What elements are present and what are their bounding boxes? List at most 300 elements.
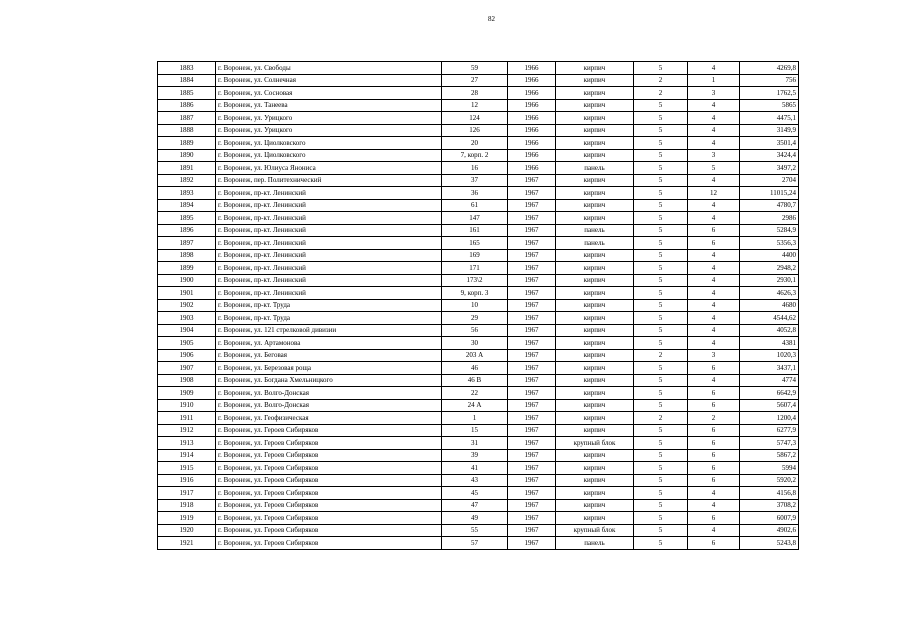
house-number-cell: 20	[442, 137, 508, 150]
wall-material-cell: кирпич	[556, 149, 634, 162]
area-cell: 4269,8	[740, 62, 799, 75]
area-cell: 3501,4	[740, 137, 799, 150]
table-row	[158, 337, 799, 350]
floors-cell: 5	[634, 462, 688, 475]
year-built-cell: 1967	[508, 212, 556, 225]
address-cell: г. Воронеж, ул. Героев Сибиряков	[216, 462, 442, 475]
table-row	[158, 199, 799, 212]
floors-cell: 2	[634, 87, 688, 100]
record-number-cell: 1917	[158, 487, 216, 500]
area-cell: 5356,3	[740, 237, 799, 250]
year-built-cell: 1967	[508, 462, 556, 475]
floors-cell: 5	[634, 287, 688, 300]
address-cell: г. Воронеж, ул. Героев Сибиряков	[216, 437, 442, 450]
area-cell: 4902,6	[740, 524, 799, 537]
floors-cell: 5	[634, 99, 688, 112]
house-number-cell: 22	[442, 387, 508, 400]
house-number-cell: 41	[442, 462, 508, 475]
wall-material-cell: панель	[556, 537, 634, 550]
record-number-cell: 1910	[158, 399, 216, 412]
year-built-cell: 1967	[508, 324, 556, 337]
wall-material-cell: кирпич	[556, 299, 634, 312]
wall-material-cell: кирпич	[556, 387, 634, 400]
record-number-cell: 1911	[158, 412, 216, 425]
house-number-cell: 173\2	[442, 274, 508, 287]
house-number-cell: 169	[442, 249, 508, 262]
floors-cell: 5	[634, 199, 688, 212]
house-number-cell: 27	[442, 74, 508, 87]
address-cell: г. Воронеж, пер. Политехнический	[216, 174, 442, 187]
floors-cell: 2	[634, 74, 688, 87]
address-cell: г. Воронеж, ул. Героев Сибиряков	[216, 524, 442, 537]
area-cell: 5867,2	[740, 449, 799, 462]
area-cell: 2948,2	[740, 262, 799, 275]
entrances-cell: 6	[688, 237, 740, 250]
wall-material-cell: кирпич	[556, 412, 634, 425]
year-built-cell: 1967	[508, 399, 556, 412]
wall-material-cell: кирпич	[556, 212, 634, 225]
floors-cell: 2	[634, 349, 688, 362]
record-number-cell: 1902	[158, 299, 216, 312]
house-number-cell: 49	[442, 512, 508, 525]
table-row	[158, 312, 799, 325]
wall-material-cell: кирпич	[556, 324, 634, 337]
address-cell: г. Воронеж, ул. Циолковского	[216, 149, 442, 162]
area-cell: 4680	[740, 299, 799, 312]
year-built-cell: 1967	[508, 349, 556, 362]
wall-material-cell: кирпич	[556, 362, 634, 375]
year-built-cell: 1966	[508, 99, 556, 112]
floors-cell: 5	[634, 374, 688, 387]
floors-cell: 5	[634, 437, 688, 450]
record-number-cell: 1921	[158, 537, 216, 550]
address-cell: г. Воронеж, ул. Свободы	[216, 62, 442, 75]
wall-material-cell: кирпич	[556, 187, 634, 200]
house-number-cell: 1	[442, 412, 508, 425]
entrances-cell: 6	[688, 512, 740, 525]
entrances-cell: 5	[688, 162, 740, 175]
entrances-cell: 3	[688, 149, 740, 162]
year-built-cell: 1967	[508, 437, 556, 450]
house-number-cell: 31	[442, 437, 508, 450]
wall-material-cell: кирпич	[556, 124, 634, 137]
year-built-cell: 1967	[508, 374, 556, 387]
table-row	[158, 74, 799, 87]
house-number-cell: 37	[442, 174, 508, 187]
address-cell: г. Воронеж, ул. Солнечная	[216, 74, 442, 87]
record-number-cell: 1908	[158, 374, 216, 387]
floors-cell: 5	[634, 237, 688, 250]
floors-cell: 5	[634, 537, 688, 550]
table-row	[158, 524, 799, 537]
address-cell: г. Воронеж, ул. Героев Сибиряков	[216, 424, 442, 437]
entrances-cell: 6	[688, 462, 740, 475]
floors-cell: 5	[634, 137, 688, 150]
table-row	[158, 387, 799, 400]
housing-register-table	[157, 61, 799, 550]
year-built-cell: 1967	[508, 487, 556, 500]
area-cell: 4780,7	[740, 199, 799, 212]
table-row	[158, 462, 799, 475]
house-number-cell: 124	[442, 112, 508, 125]
entrances-cell: 4	[688, 199, 740, 212]
address-cell: г. Воронеж, пр-кт. Ленинский	[216, 199, 442, 212]
entrances-cell: 4	[688, 487, 740, 500]
entrances-cell: 4	[688, 524, 740, 537]
record-number-cell: 1912	[158, 424, 216, 437]
record-number-cell: 1914	[158, 449, 216, 462]
year-built-cell: 1967	[508, 249, 556, 262]
address-cell: г. Воронеж, ул. Березовая роща	[216, 362, 442, 375]
record-number-cell: 1919	[158, 512, 216, 525]
area-cell: 3424,4	[740, 149, 799, 162]
year-built-cell: 1967	[508, 287, 556, 300]
area-cell: 4052,8	[740, 324, 799, 337]
table-row	[158, 237, 799, 250]
record-number-cell: 1892	[158, 174, 216, 187]
address-cell: г. Воронеж, пр-кт. Труда	[216, 312, 442, 325]
table-body	[158, 62, 799, 550]
table-row	[158, 249, 799, 262]
floors-cell: 5	[634, 387, 688, 400]
wall-material-cell: кирпич	[556, 287, 634, 300]
wall-material-cell: кирпич	[556, 262, 634, 275]
house-number-cell: 46	[442, 362, 508, 375]
table-row	[158, 87, 799, 100]
table-row	[158, 274, 799, 287]
record-number-cell: 1896	[158, 224, 216, 237]
record-number-cell: 1920	[158, 524, 216, 537]
record-number-cell: 1899	[158, 262, 216, 275]
address-cell: г. Воронеж, ул. Артамонова	[216, 337, 442, 350]
year-built-cell: 1966	[508, 74, 556, 87]
address-cell: г. Воронеж, пр-кт. Ленинский	[216, 262, 442, 275]
record-number-cell: 1915	[158, 462, 216, 475]
area-cell: 5920,2	[740, 474, 799, 487]
record-number-cell: 1884	[158, 74, 216, 87]
table-row	[158, 112, 799, 125]
record-number-cell: 1913	[158, 437, 216, 450]
year-built-cell: 1966	[508, 149, 556, 162]
record-number-cell: 1905	[158, 337, 216, 350]
address-cell: г. Воронеж, ул. Героев Сибиряков	[216, 487, 442, 500]
floors-cell: 5	[634, 274, 688, 287]
address-cell: г. Воронеж, ул. Героев Сибиряков	[216, 512, 442, 525]
wall-material-cell: кирпич	[556, 199, 634, 212]
record-number-cell: 1909	[158, 387, 216, 400]
wall-material-cell: кирпич	[556, 487, 634, 500]
entrances-cell: 6	[688, 387, 740, 400]
floors-cell: 5	[634, 112, 688, 125]
house-number-cell: 15	[442, 424, 508, 437]
area-cell: 4544,62	[740, 312, 799, 325]
wall-material-cell: кирпич	[556, 174, 634, 187]
year-built-cell: 1967	[508, 274, 556, 287]
house-number-cell: 61	[442, 199, 508, 212]
entrances-cell: 4	[688, 374, 740, 387]
address-cell: г. Воронеж, ул. 121 стрелковой дивизии	[216, 324, 442, 337]
entrances-cell: 4	[688, 262, 740, 275]
address-cell: г. Воронеж, ул. Урицкого	[216, 112, 442, 125]
record-number-cell: 1901	[158, 287, 216, 300]
year-built-cell: 1966	[508, 112, 556, 125]
table-row	[158, 499, 799, 512]
entrances-cell: 6	[688, 537, 740, 550]
record-number-cell: 1888	[158, 124, 216, 137]
house-number-cell: 57	[442, 537, 508, 550]
year-built-cell: 1967	[508, 537, 556, 550]
entrances-cell: 4	[688, 324, 740, 337]
house-number-cell: 46 В	[442, 374, 508, 387]
address-cell: г. Воронеж, пр-кт. Ленинский	[216, 249, 442, 262]
address-cell: г. Воронеж, ул. Циолковского	[216, 137, 442, 150]
address-cell: г. Воронеж, ул. Героев Сибиряков	[216, 474, 442, 487]
table-row	[158, 62, 799, 75]
wall-material-cell: крупный блок	[556, 524, 634, 537]
address-cell: г. Воронеж, пр-кт. Ленинский	[216, 224, 442, 237]
address-cell: г. Воронеж, пр-кт. Труда	[216, 299, 442, 312]
address-cell: г. Воронеж, ул. Героев Сибиряков	[216, 449, 442, 462]
entrances-cell: 4	[688, 499, 740, 512]
address-cell: г. Воронеж, ул. Урицкого	[216, 124, 442, 137]
floors-cell: 5	[634, 499, 688, 512]
page-number: 82	[488, 15, 495, 23]
house-number-cell: 55	[442, 524, 508, 537]
wall-material-cell: кирпич	[556, 374, 634, 387]
floors-cell: 5	[634, 474, 688, 487]
wall-material-cell: кирпич	[556, 512, 634, 525]
year-built-cell: 1967	[508, 187, 556, 200]
entrances-cell: 3	[688, 87, 740, 100]
entrances-cell: 4	[688, 337, 740, 350]
record-number-cell: 1893	[158, 187, 216, 200]
floors-cell: 5	[634, 424, 688, 437]
address-cell: г. Воронеж, ул. Богдана Хмельницкого	[216, 374, 442, 387]
record-number-cell: 1918	[158, 499, 216, 512]
address-cell: г. Воронеж, пр-кт. Ленинский	[216, 274, 442, 287]
entrances-cell: 6	[688, 224, 740, 237]
year-built-cell: 1967	[508, 499, 556, 512]
table-row	[158, 212, 799, 225]
floors-cell: 5	[634, 362, 688, 375]
area-cell: 5994	[740, 462, 799, 475]
table-row	[158, 537, 799, 550]
year-built-cell: 1967	[508, 512, 556, 525]
record-number-cell: 1906	[158, 349, 216, 362]
table-row	[158, 512, 799, 525]
area-cell: 3437,1	[740, 362, 799, 375]
year-built-cell: 1966	[508, 162, 556, 175]
table-row	[158, 412, 799, 425]
wall-material-cell: кирпич	[556, 137, 634, 150]
table-row	[158, 124, 799, 137]
area-cell: 5747,3	[740, 437, 799, 450]
entrances-cell: 6	[688, 424, 740, 437]
area-cell: 5243,8	[740, 537, 799, 550]
entrances-cell: 4	[688, 137, 740, 150]
table-row	[158, 262, 799, 275]
address-cell: г. Воронеж, ул. Беговая	[216, 349, 442, 362]
floors-cell: 5	[634, 62, 688, 75]
address-cell: г. Воронеж, пр-кт. Ленинский	[216, 212, 442, 225]
year-built-cell: 1966	[508, 137, 556, 150]
house-number-cell: 45	[442, 487, 508, 500]
record-number-cell: 1894	[158, 199, 216, 212]
wall-material-cell: кирпич	[556, 399, 634, 412]
entrances-cell: 6	[688, 437, 740, 450]
table-row	[158, 487, 799, 500]
entrances-cell: 4	[688, 287, 740, 300]
year-built-cell: 1967	[508, 224, 556, 237]
area-cell: 4156,8	[740, 487, 799, 500]
area-cell: 1020,3	[740, 349, 799, 362]
entrances-cell: 4	[688, 212, 740, 225]
area-cell: 11015,24	[740, 187, 799, 200]
wall-material-cell: кирпич	[556, 462, 634, 475]
entrances-cell: 4	[688, 312, 740, 325]
table-row	[158, 437, 799, 450]
area-cell: 4774	[740, 374, 799, 387]
floors-cell: 5	[634, 149, 688, 162]
year-built-cell: 1967	[508, 387, 556, 400]
house-number-cell: 39	[442, 449, 508, 462]
house-number-cell: 24 А	[442, 399, 508, 412]
entrances-cell: 4	[688, 62, 740, 75]
table-row	[158, 149, 799, 162]
entrances-cell: 4	[688, 174, 740, 187]
wall-material-cell: кирпич	[556, 112, 634, 125]
wall-material-cell: кирпич	[556, 274, 634, 287]
record-number-cell: 1897	[158, 237, 216, 250]
floors-cell: 5	[634, 224, 688, 237]
year-built-cell: 1967	[508, 262, 556, 275]
area-cell: 4400	[740, 249, 799, 262]
record-number-cell: 1887	[158, 112, 216, 125]
wall-material-cell: кирпич	[556, 499, 634, 512]
house-number-cell: 29	[442, 312, 508, 325]
year-built-cell: 1967	[508, 312, 556, 325]
floors-cell: 5	[634, 512, 688, 525]
year-built-cell: 1967	[508, 237, 556, 250]
house-number-cell: 12	[442, 99, 508, 112]
record-number-cell: 1900	[158, 274, 216, 287]
entrances-cell: 4	[688, 124, 740, 137]
record-number-cell: 1890	[158, 149, 216, 162]
house-number-cell: 171	[442, 262, 508, 275]
address-cell: г. Воронеж, ул. Юлиуса Янониса	[216, 162, 442, 175]
record-number-cell: 1898	[158, 249, 216, 262]
table-row	[158, 174, 799, 187]
area-cell: 6277,9	[740, 424, 799, 437]
floors-cell: 5	[634, 174, 688, 187]
area-cell: 4475,1	[740, 112, 799, 125]
wall-material-cell: панель	[556, 162, 634, 175]
entrances-cell: 6	[688, 362, 740, 375]
floors-cell: 2	[634, 412, 688, 425]
entrances-cell: 6	[688, 399, 740, 412]
record-number-cell: 1907	[158, 362, 216, 375]
record-number-cell: 1886	[158, 99, 216, 112]
house-number-cell: 10	[442, 299, 508, 312]
house-number-cell: 7, корп. 2	[442, 149, 508, 162]
year-built-cell: 1967	[508, 299, 556, 312]
entrances-cell: 6	[688, 449, 740, 462]
area-cell: 3497,2	[740, 162, 799, 175]
year-built-cell: 1967	[508, 449, 556, 462]
wall-material-cell: кирпич	[556, 74, 634, 87]
year-built-cell: 1967	[508, 199, 556, 212]
address-cell: г. Воронеж, ул. Героев Сибиряков	[216, 537, 442, 550]
area-cell: 6007,9	[740, 512, 799, 525]
house-number-cell: 43	[442, 474, 508, 487]
area-cell: 2930,1	[740, 274, 799, 287]
wall-material-cell: кирпич	[556, 87, 634, 100]
table-row	[158, 324, 799, 337]
entrances-cell: 1	[688, 74, 740, 87]
address-cell: г. Воронеж, ул. Героев Сибиряков	[216, 499, 442, 512]
record-number-cell: 1903	[158, 312, 216, 325]
address-cell: г. Воронеж, ул. Сосновая	[216, 87, 442, 100]
area-cell: 2704	[740, 174, 799, 187]
house-number-cell: 56	[442, 324, 508, 337]
floors-cell: 5	[634, 449, 688, 462]
table-row	[158, 399, 799, 412]
year-built-cell: 1967	[508, 412, 556, 425]
record-number-cell: 1885	[158, 87, 216, 100]
address-cell: г. Воронеж, ул. Волго-Донская	[216, 387, 442, 400]
table-row	[158, 187, 799, 200]
floors-cell: 5	[634, 337, 688, 350]
table-row	[158, 162, 799, 175]
record-number-cell: 1891	[158, 162, 216, 175]
house-number-cell: 9, корп. 3	[442, 287, 508, 300]
table-row	[158, 299, 799, 312]
wall-material-cell: панель	[556, 237, 634, 250]
area-cell: 1200,4	[740, 412, 799, 425]
area-cell: 3149,9	[740, 124, 799, 137]
house-number-cell: 36	[442, 187, 508, 200]
house-number-cell: 165	[442, 237, 508, 250]
floors-cell: 5	[634, 124, 688, 137]
floors-cell: 5	[634, 212, 688, 225]
area-cell: 6642,9	[740, 387, 799, 400]
floors-cell: 5	[634, 262, 688, 275]
record-number-cell: 1895	[158, 212, 216, 225]
house-number-cell: 28	[442, 87, 508, 100]
wall-material-cell: кирпич	[556, 349, 634, 362]
floors-cell: 5	[634, 162, 688, 175]
entrances-cell: 4	[688, 249, 740, 262]
area-cell: 5865	[740, 99, 799, 112]
house-number-cell: 203 А	[442, 349, 508, 362]
area-cell: 4381	[740, 337, 799, 350]
entrances-cell: 6	[688, 474, 740, 487]
floors-cell: 5	[634, 187, 688, 200]
year-built-cell: 1967	[508, 474, 556, 487]
entrances-cell: 4	[688, 299, 740, 312]
area-cell: 5284,9	[740, 224, 799, 237]
floors-cell: 5	[634, 324, 688, 337]
record-number-cell: 1904	[158, 324, 216, 337]
address-cell: г. Воронеж, пр-кт. Ленинский	[216, 287, 442, 300]
entrances-cell: 4	[688, 274, 740, 287]
table-row	[158, 424, 799, 437]
year-built-cell: 1967	[508, 337, 556, 350]
entrances-cell: 4	[688, 99, 740, 112]
wall-material-cell: кирпич	[556, 337, 634, 350]
address-cell: г. Воронеж, пр-кт. Ленинский	[216, 237, 442, 250]
wall-material-cell: кирпич	[556, 249, 634, 262]
